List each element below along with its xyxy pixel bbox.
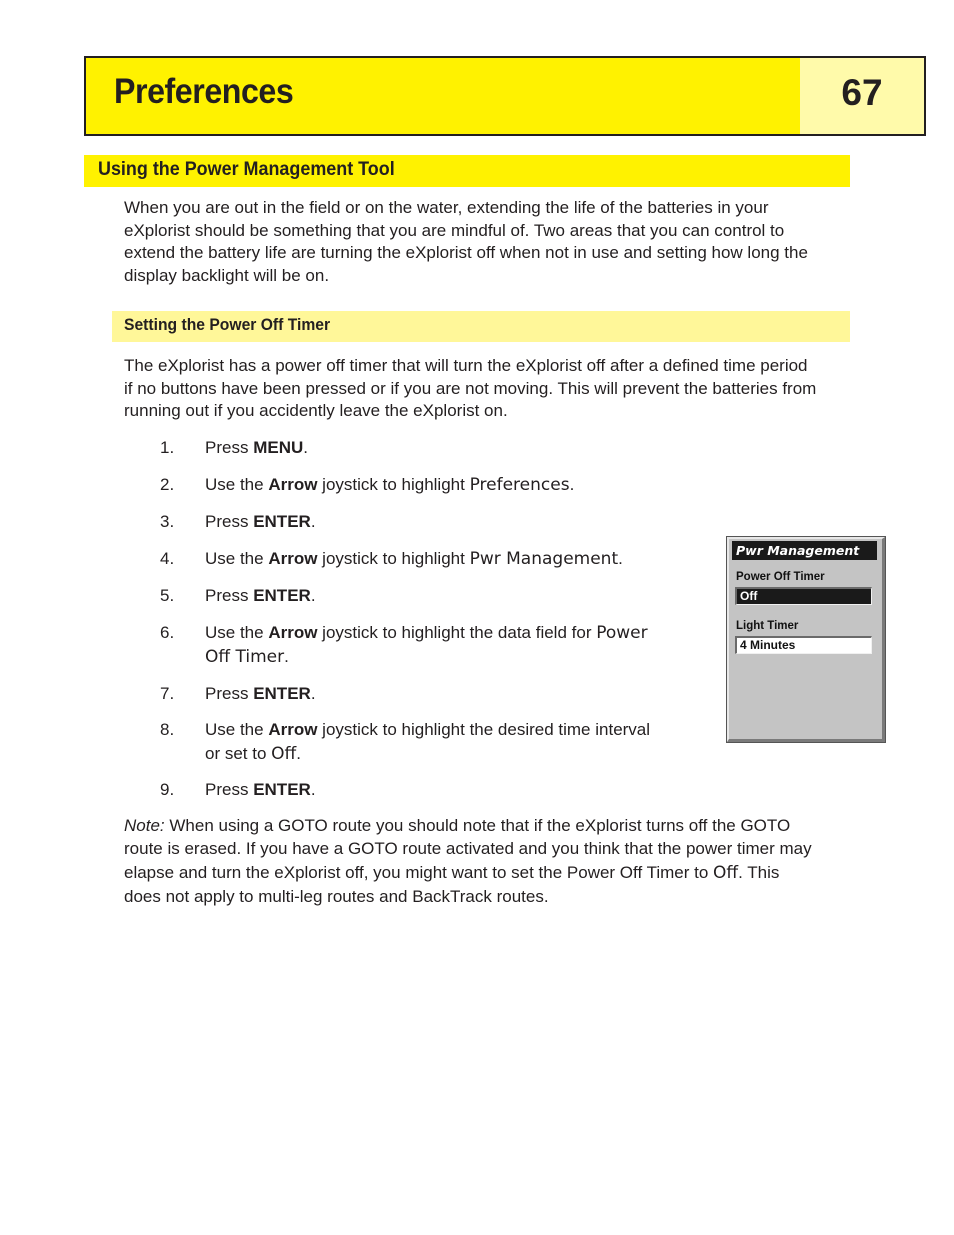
text-line: eXplorist should be something that you are mindful of. Two areas that you can control to xyxy=(124,220,785,240)
key-label: Arrow xyxy=(268,720,318,739)
key-label: ENTER xyxy=(253,684,311,703)
key-label: Arrow xyxy=(268,475,318,494)
note-label: Note: xyxy=(124,816,165,835)
key-label: ENTER xyxy=(253,780,311,799)
menu-reference: Pwr Management xyxy=(469,549,619,569)
page-number-box xyxy=(800,58,924,134)
menu-reference: Power xyxy=(596,623,648,643)
key-label: ENTER xyxy=(253,512,311,531)
power-off-timer-label: Power Off Timer xyxy=(736,571,825,583)
page-number: 67 xyxy=(841,72,883,113)
text-line: extend the battery life are turning the eXplorist off when not in use and setting how long the xyxy=(124,243,808,263)
key-label: ENTER xyxy=(253,586,311,605)
intro-paragraph xyxy=(124,197,904,287)
subsection-heading: Setting the Power Off Timer xyxy=(124,316,331,334)
menu-reference: Off xyxy=(713,862,739,883)
section-heading-bar xyxy=(84,155,850,187)
timer-paragraph xyxy=(124,355,914,423)
menu-reference: Off xyxy=(271,744,297,764)
section-heading: Using the Power Management Tool xyxy=(98,158,395,180)
menu-reference: Preferences xyxy=(469,475,570,495)
key-label: MENU xyxy=(253,438,304,457)
page-title: Preferences xyxy=(114,72,294,111)
light-timer-label: Light Timer xyxy=(736,620,799,632)
light-timer-field[interactable]: 4 Minutes xyxy=(735,636,872,654)
power-off-timer-field[interactable]: Off xyxy=(735,587,872,605)
note-paragraph xyxy=(124,814,914,908)
text-line: if no buttons have been pressed or if you are not moving. This will prevent the batteries from xyxy=(124,378,817,398)
text-line: route is erased. If you have a GOTO route activated and you think that the power timer may xyxy=(124,839,812,859)
page-header xyxy=(84,56,926,136)
key-label: Arrow xyxy=(268,549,318,568)
device-screen-title: Pwr Management xyxy=(732,541,877,560)
text-line: Note: When using a GOTO route you should note that if the eXplorist turns off the GOTO xyxy=(124,816,791,835)
text-line: When you are out in the field or on the water, extending the life of the batteries in your xyxy=(124,198,769,217)
text-line: display backlight will be on. xyxy=(124,265,330,285)
text-line: The eXplorist has a power off timer that will turn the eXplorist off after a defined time period xyxy=(124,356,808,375)
text-line: elapse and turn the eXplorist off, you might want to set the Power Off Timer to Off. This xyxy=(124,862,780,883)
subsection-heading-bar xyxy=(112,311,850,342)
text-line: running out if you accidently leave the eXplorist on. xyxy=(124,401,508,421)
text-line: does not apply to multi-leg routes and BackTrack routes. xyxy=(124,886,549,906)
device-screen xyxy=(727,537,885,742)
key-label: Arrow xyxy=(268,623,318,642)
menu-reference: Off Timer xyxy=(205,647,285,667)
